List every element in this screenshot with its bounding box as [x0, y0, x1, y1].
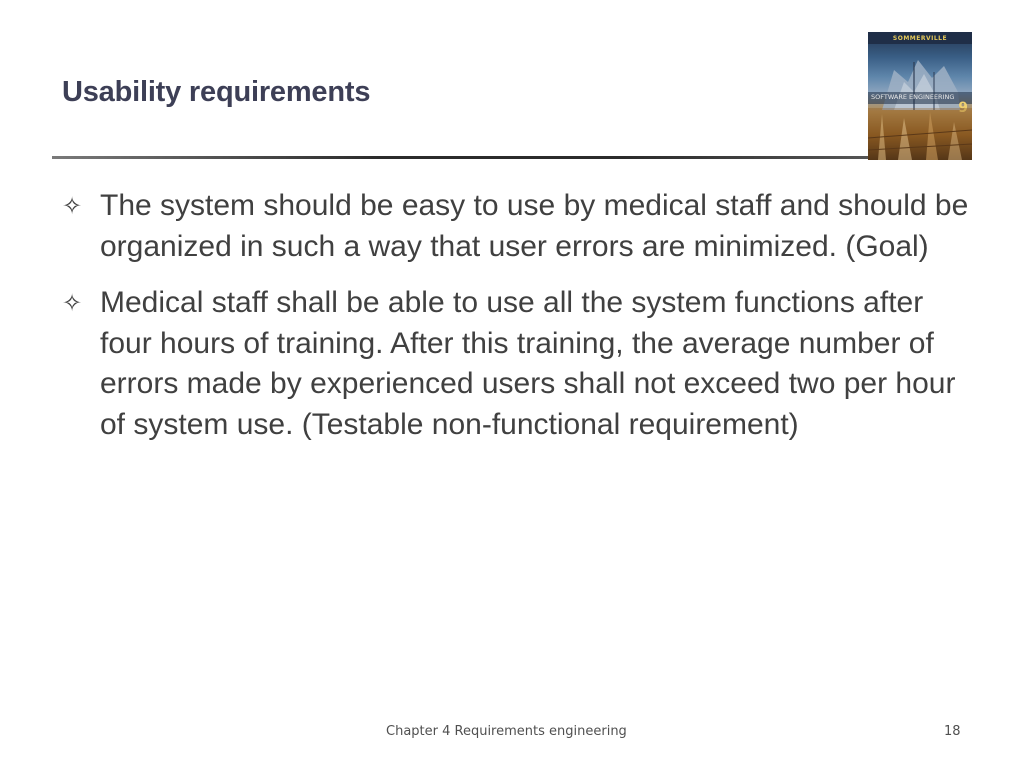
- book-cover-author: SOMMERVILLE: [892, 35, 948, 42]
- slide-title: Usability requirements: [62, 76, 371, 108]
- book-cover-title-band: [868, 92, 972, 104]
- slide-footer: Chapter 4 Requirements engineering: [386, 724, 627, 739]
- bullet-text: Medical staff shall be able to use all the system functions after four hours of training. After this training, the average number of errors made by experienced users shall not exceed two per hour of system use. (Testable non-functional requirement): [100, 286, 956, 441]
- star-bullet-icon: ✧: [62, 289, 83, 317]
- book-cover-title: SOFTWARE ENGINEERING: [871, 93, 955, 101]
- book-cover-photo-lower: [868, 108, 972, 160]
- page-number: 18: [944, 724, 961, 739]
- bullet-item: [62, 186, 982, 267]
- bullet-item: [62, 283, 982, 445]
- bullet-list: [62, 186, 982, 461]
- book-cover-image: [868, 32, 972, 160]
- star-bullet-icon: ✧: [62, 192, 83, 220]
- title-divider: [52, 156, 868, 159]
- book-cover-edition: 9: [958, 100, 968, 116]
- bullet-text: The system should be easy to use by medical staff and should be organized in such a way that user errors are minimized. (Goal): [100, 189, 969, 263]
